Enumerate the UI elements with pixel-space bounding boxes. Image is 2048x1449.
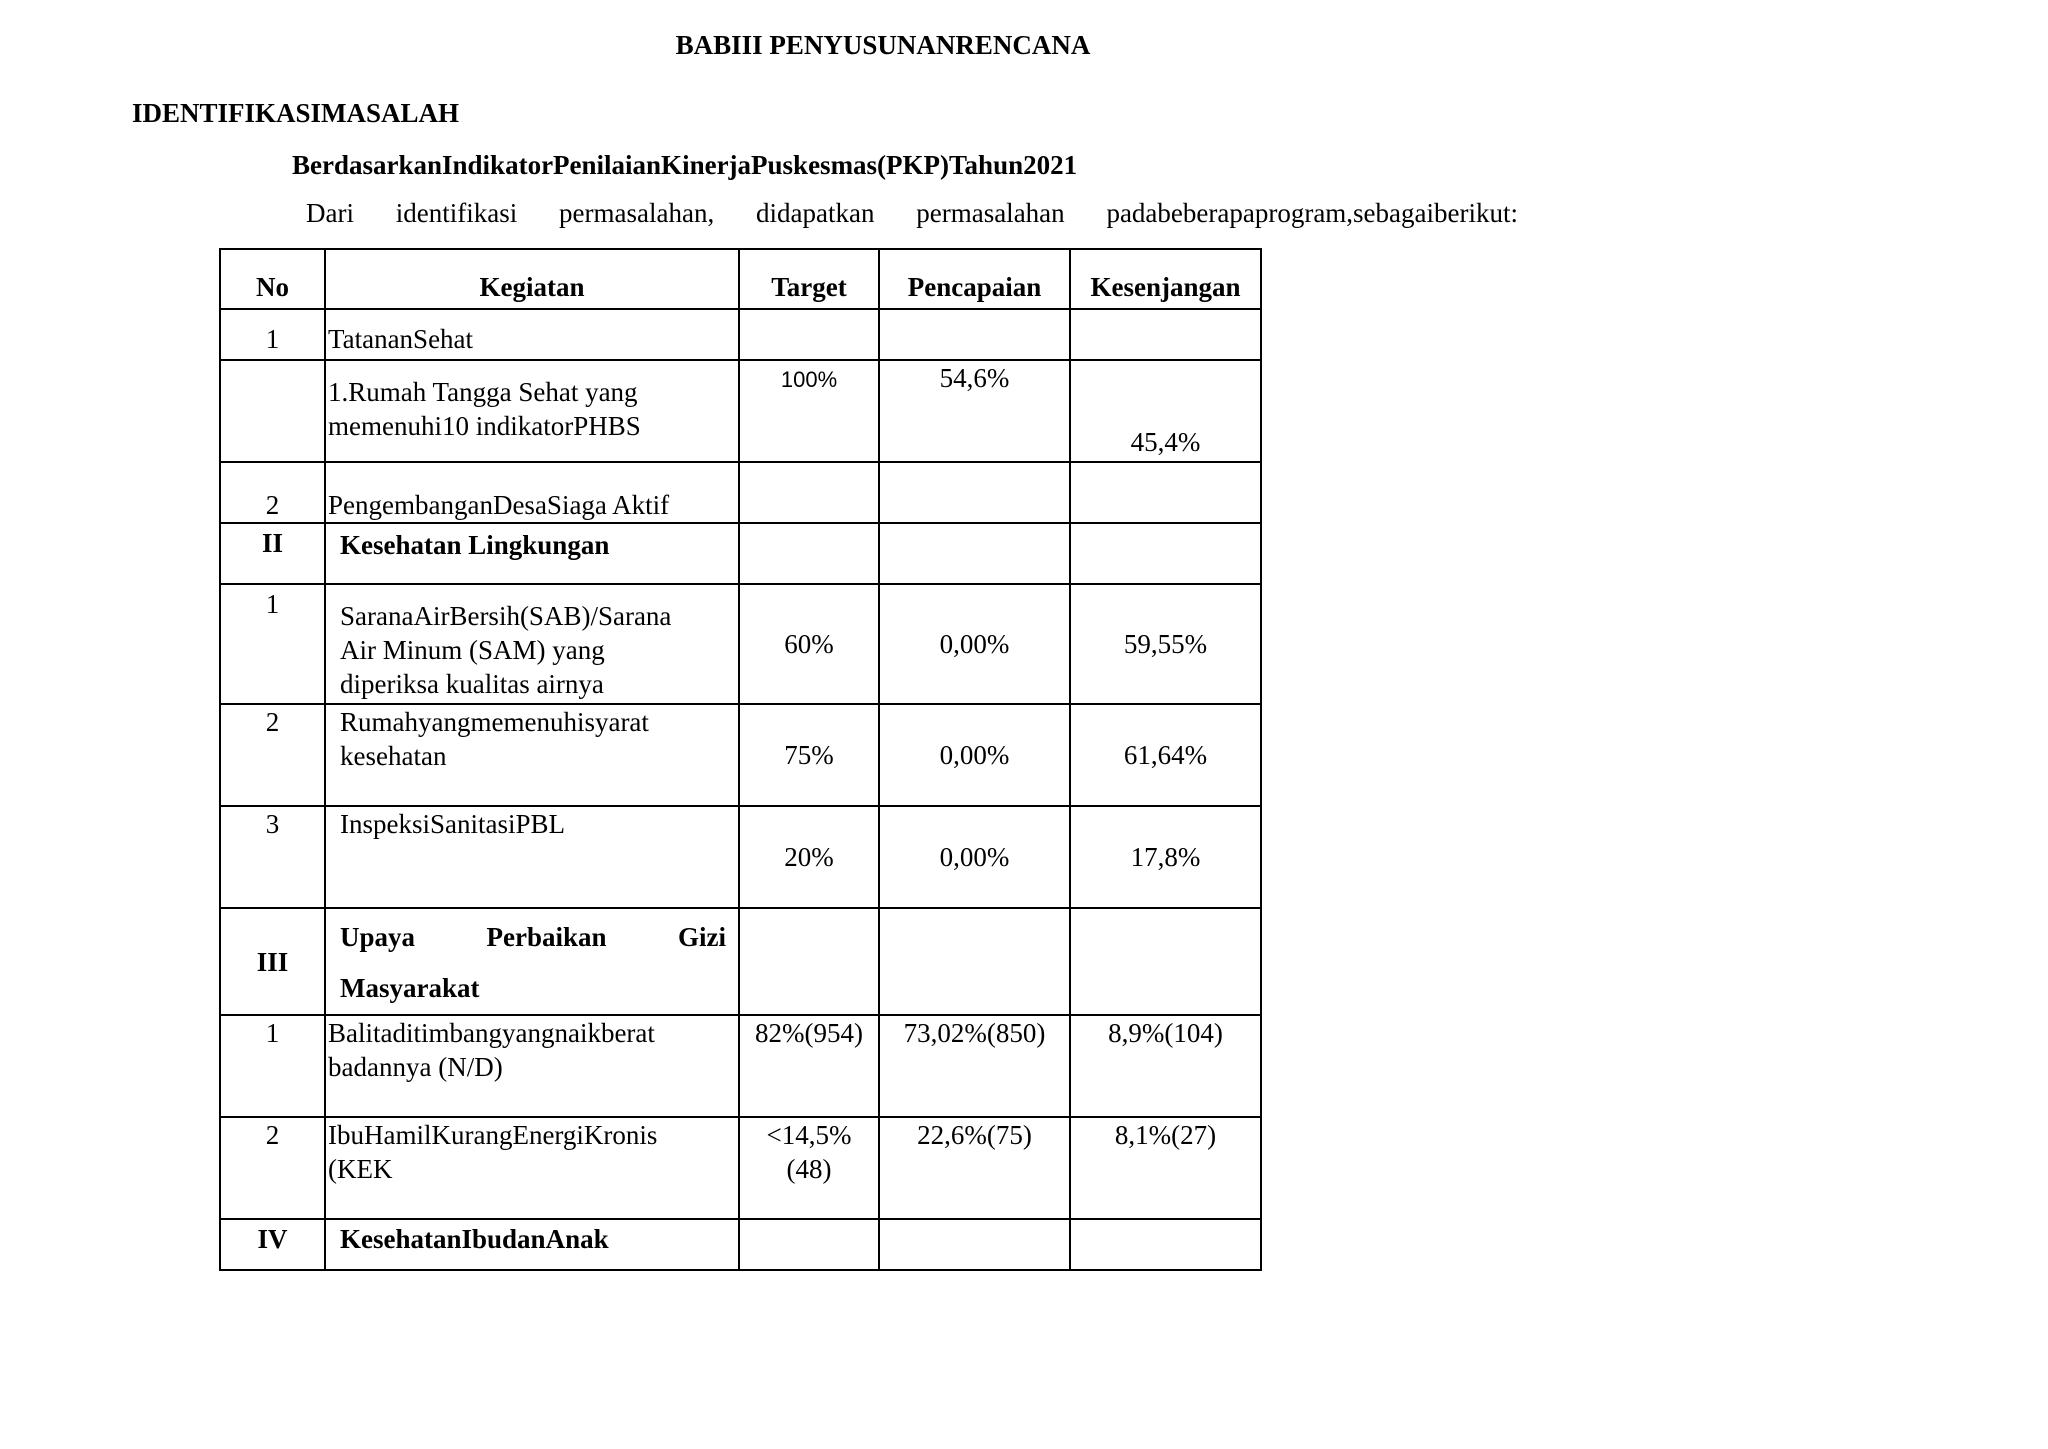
cell-target	[739, 1117, 879, 1219]
cell-no	[220, 360, 325, 462]
table-row	[220, 1015, 1261, 1117]
problem-table	[219, 248, 1262, 1271]
cell-pencapaian: 0,00%	[879, 704, 1070, 806]
intro-word: permasalahan	[916, 198, 1065, 228]
cell-no: IV	[220, 1219, 325, 1270]
cell-line: memenuhi10 indikatorPHBS	[328, 411, 641, 441]
cell-no: 1	[220, 309, 325, 360]
cell-target	[739, 462, 879, 523]
cell-pencapaian: 22,6%(75)	[879, 1117, 1070, 1219]
cell-kegiatan	[325, 704, 739, 806]
cell-kegiatan	[325, 360, 739, 462]
cell-word: Upaya	[340, 922, 416, 952]
table-row	[220, 908, 1261, 1015]
cell-kesenjangan: 17,8%	[1070, 806, 1261, 908]
cell-no: III	[220, 908, 325, 1015]
cell-no: 2	[220, 462, 325, 523]
column-header-pencapaian: Pencapaian	[879, 249, 1070, 309]
cell-target: 100%	[739, 360, 879, 462]
cell-pencapaian	[879, 523, 1070, 584]
cell-word: Perbaikan	[486, 922, 607, 952]
cell-kegiatan	[325, 584, 739, 704]
cell-pencapaian	[879, 309, 1070, 360]
cell-no: 1	[220, 584, 325, 704]
cell-line: IbuHamilKurangEnergiKronis	[328, 1120, 658, 1150]
cell-line	[340, 912, 738, 963]
cell-pencapaian	[879, 462, 1070, 523]
cell-target: 60%	[739, 584, 879, 704]
cell-no: 2	[220, 704, 325, 806]
column-header-kesenjangan: Kesenjangan	[1070, 249, 1261, 309]
table-row	[220, 806, 1261, 908]
cell-no: II	[220, 523, 325, 584]
cell-pencapaian	[879, 908, 1070, 1015]
table-row	[220, 360, 1261, 462]
cell-word: Gizi	[678, 922, 726, 952]
table-row	[220, 704, 1261, 806]
cell-target: 20%	[739, 806, 879, 908]
cell-pencapaian: 73,02%(850)	[879, 1015, 1070, 1117]
cell-target	[739, 523, 879, 584]
cell-line: SaranaAirBersih(SAB)/Sarana	[340, 601, 672, 631]
cell-no: 2	[220, 1117, 325, 1219]
cell-line: 1.Rumah Tangga Sehat yang	[328, 377, 638, 407]
cell-target	[739, 309, 879, 360]
cell-kesenjangan	[1070, 523, 1261, 584]
cell-kesenjangan: 8,9%(104)	[1070, 1015, 1261, 1117]
cell-kesenjangan: 59,55%	[1070, 584, 1261, 704]
cell-kegiatan	[325, 908, 739, 1015]
section-heading: IDENTIFIKASIMASALAH	[132, 98, 460, 128]
cell-pencapaian: 0,00%	[879, 806, 1070, 908]
cell-kegiatan	[325, 1015, 739, 1117]
table-row	[220, 1117, 1261, 1219]
cell-kesenjangan	[1070, 309, 1261, 360]
column-header-no: No	[220, 249, 325, 309]
cell-line: Rumahyangmemenuhisyarat	[340, 707, 649, 737]
cell-line: (48)	[786, 1154, 832, 1184]
cell-line: Air Minum (SAM) yang	[340, 635, 605, 665]
cell-line: badannya (N/D)	[328, 1052, 503, 1082]
cell-line: (KEK	[328, 1154, 393, 1184]
cell-line: diperiksa kualitas airnya	[340, 669, 604, 699]
column-header-target: Target	[739, 249, 879, 309]
cell-kegiatan: PengembanganDesaSiaga Aktif	[325, 462, 739, 523]
intro-word: didapatkan	[755, 198, 875, 228]
cell-kegiatan: Kesehatan Lingkungan	[325, 523, 739, 584]
cell-kesenjangan	[1070, 908, 1261, 1015]
intro-word: padabeberapaprogram,sebagaiberikut:	[1106, 198, 1518, 228]
cell-pencapaian: 0,00%	[879, 584, 1070, 704]
page-title: BABIII PENYUSUNANRENCANA	[675, 30, 1091, 60]
cell-line: Balitaditimbangyangnaikberat	[328, 1018, 655, 1048]
cell-kesenjangan	[1070, 462, 1261, 523]
cell-no: 3	[220, 806, 325, 908]
table-row	[220, 1219, 1261, 1270]
cell-kegiatan: KesehatanIbudanAnak	[325, 1219, 739, 1270]
table-header-row	[220, 249, 1261, 309]
table-row	[220, 462, 1261, 523]
cell-pencapaian: 54,6%	[879, 360, 1070, 462]
intro-word: permasalahan,	[559, 198, 715, 228]
cell-line: Masyarakat	[340, 973, 480, 1003]
table-row	[220, 523, 1261, 584]
table-row	[220, 309, 1261, 360]
cell-kesenjangan: 8,1%(27)	[1070, 1117, 1261, 1219]
cell-pencapaian	[879, 1219, 1070, 1270]
intro-paragraph	[306, 198, 1518, 229]
cell-target	[739, 1219, 879, 1270]
cell-line: kesehatan	[340, 741, 447, 771]
intro-word: identifikasi	[395, 198, 518, 228]
cell-kesenjangan: 45,4%	[1070, 360, 1261, 462]
cell-kesenjangan	[1070, 1219, 1261, 1270]
cell-no: 1	[220, 1015, 325, 1117]
subheading: BerdasarkanIndikatorPenilaianKinerjaPuskesmas(PKP)Tahun2021	[292, 150, 1078, 180]
cell-kegiatan: TatananSehat	[325, 309, 739, 360]
cell-kegiatan: InspeksiSanitasiPBL	[325, 806, 739, 908]
column-header-kegiatan: Kegiatan	[325, 249, 739, 309]
cell-line: <14,5%	[766, 1120, 852, 1150]
cell-kegiatan	[325, 1117, 739, 1219]
cell-kesenjangan: 61,64%	[1070, 704, 1261, 806]
intro-word: Dari	[306, 198, 354, 228]
cell-target: 75%	[739, 704, 879, 806]
cell-target: 82%(954)	[739, 1015, 879, 1117]
cell-target	[739, 908, 879, 1015]
table-row	[220, 584, 1261, 704]
